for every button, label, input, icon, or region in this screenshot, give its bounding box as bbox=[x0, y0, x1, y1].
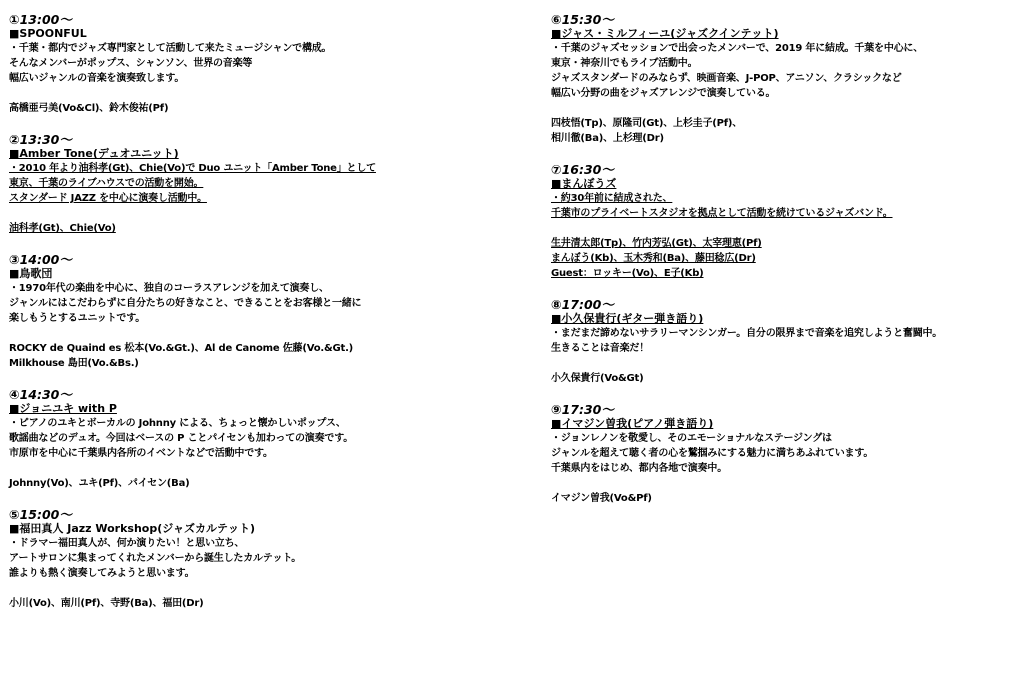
entry-desc-line: 幅広いジャンルの音楽を演奏致します。 bbox=[9, 73, 185, 84]
entry-desc-line: 生きることは音楽だ！ bbox=[551, 343, 649, 354]
program-entry bbox=[9, 507, 529, 611]
entry-title: ■Amber Tone(デュオユニット) bbox=[9, 147, 179, 160]
entry-desc-line: そんなメンバーがポップス、シャンソン、世界の音楽等 bbox=[9, 58, 253, 69]
entry-desc-line: アートサロンに集まってくれたメンバーから誕生したカルテット。 bbox=[9, 553, 302, 564]
entry-desc-line: ・ジョンレノンを敬愛し、そのエモーショナルなステージングは bbox=[551, 433, 832, 444]
entry-title: ■ジャス・ミルフィーユ(ジャズクインテット) bbox=[551, 27, 779, 40]
entry-desc-line: 歌謡曲などのデュオ。今回はベースの P ことパイセンも加わっての演奏です。 bbox=[9, 433, 353, 444]
program-entry bbox=[551, 162, 1016, 281]
entry-members: イマジン曽我(Vo&Pf) bbox=[551, 493, 652, 504]
entry-title: ■小久保貴行(ギター弾き語り) bbox=[551, 312, 704, 325]
entry-time: ①13:00～ bbox=[9, 12, 72, 27]
entry-title: ■ジョニユキ with P bbox=[9, 402, 117, 415]
entry-desc-line: ・まだまだ諦めないサラリーマンシンガー。自分の限界まで音楽を追究しようと奮闘中。 bbox=[551, 328, 943, 339]
entry-desc-line: ・千葉のジャズセッションで出会ったメンバーで、2019 年に結成。千葉を中心に、 bbox=[551, 43, 924, 54]
entry-members: 小久保貴行(Vo&Gt) bbox=[551, 373, 644, 384]
entry-desc-line: ・ピアノのユキとボーカルの Johnny による、ちょっと懐かしいポップス、 bbox=[9, 418, 346, 429]
program-entry bbox=[9, 12, 529, 116]
entry-title: ■SPOONFUL bbox=[9, 27, 87, 40]
entry-desc-line: ジャンルにはこだわらずに自分たちの好きなこと、できることをお客様と一緒に bbox=[9, 298, 362, 309]
program-entry bbox=[9, 387, 529, 491]
program-entry bbox=[9, 132, 529, 236]
entry-members: Milkhouse 島田(Vo.&Bs.) bbox=[9, 358, 139, 369]
entry-desc-line: 幅広い分野の曲をジャズアレンジで演奏している。 bbox=[551, 88, 776, 99]
entry-members: Johnny(Vo)、ユキ(Pf)、パイセン(Ba) bbox=[9, 478, 190, 489]
entry-desc-line: 市原市を中心に千葉県内各所のイベントなどで活動中です。 bbox=[9, 448, 273, 459]
entry-desc-line: ・1970年代の楽曲を中心に、独自のコーラスアレンジを加えて演奏し、 bbox=[9, 283, 329, 294]
program-entry bbox=[9, 252, 529, 371]
entry-title: ■鳥歌団 bbox=[9, 267, 53, 280]
entry-time: ⑨17:30～ bbox=[551, 402, 614, 417]
entry-title: ■まんぼうズ bbox=[551, 177, 617, 190]
right-column bbox=[551, 12, 1016, 522]
program-entry bbox=[551, 297, 1016, 386]
entry-desc-line: ・約30年前に結成された、 bbox=[551, 193, 673, 204]
entry-time: ④14:30～ bbox=[9, 387, 72, 402]
entry-desc-line: ・2010 年より油科孝(Gt)、Chie(Vo)で Duo ユニット「Amber Tone」として bbox=[9, 163, 376, 174]
entry-members: Guest：ロッキー(Vo)、E子(Kb) bbox=[551, 268, 704, 279]
entry-time: ⑧17:00～ bbox=[551, 297, 614, 312]
entry-members: 小川(Vo)、南川(Pf)、寺野(Ba)、福田(Dr) bbox=[9, 598, 204, 609]
entry-desc-line: 楽しもうとするユニットです。 bbox=[9, 313, 145, 324]
entry-members: 相川徹(Ba)、上杉理(Dr) bbox=[551, 133, 664, 144]
entry-time: ⑥15:30～ bbox=[551, 12, 614, 27]
entry-time: ⑦16:30～ bbox=[551, 162, 614, 177]
entry-members: 油科孝(Gt)、Chie(Vo) bbox=[9, 223, 116, 234]
entry-members: 四枝悟(Tp)、原隆司(Gt)、上杉圭子(Pf)、 bbox=[551, 118, 743, 129]
entry-title: ■イマジン曽我(ピアノ弾き語り) bbox=[551, 417, 714, 430]
entry-desc-line: 千葉県内をはじめ、都内各地で演奏中。 bbox=[551, 463, 727, 474]
entry-time: ②13:30～ bbox=[9, 132, 72, 147]
program-entry bbox=[551, 12, 1016, 146]
entry-desc-line: ジャズスタンダードのみならず、映画音楽、J-POP、アニソン、クラシックなど bbox=[551, 73, 902, 84]
entry-time: ⑤15:00～ bbox=[9, 507, 72, 522]
entry-desc-line: 東京・神奈川でもライブ活動中。 bbox=[551, 58, 698, 69]
entry-title: ■福田真人 Jazz Workshop(ジャズカルテット) bbox=[9, 522, 256, 535]
entry-desc-line: 誰よりも熱く演奏してみようと思います。 bbox=[9, 568, 195, 579]
left-column bbox=[9, 12, 529, 627]
entry-members: ROCKY de Quaind es 松本(Vo.&Gt.)、Al de Canome 佐藤(Vo.&Gt.) bbox=[9, 343, 354, 354]
entry-desc-line: 千葉市のプライベートスタジオを拠点として活動を続けているジャズバンド。 bbox=[551, 208, 893, 219]
entry-members: 生井清太郎(Tp)、竹内芳弘(Gt)、太宰理恵(Pf) bbox=[551, 238, 762, 249]
entry-desc-line: 東京、千葉のライブハウスでの活動を開始。 bbox=[9, 178, 204, 189]
program-entry bbox=[551, 402, 1016, 506]
entry-desc-line: ・ドラマー福田真人が、何か演りたい！と思い立ち、 bbox=[9, 538, 245, 549]
entry-members: 高橋亜弓美(Vo&Cl)、鈴木俊祐(Pf) bbox=[9, 103, 169, 114]
entry-desc-line: ・千葉・都内でジャズ専門家として活動して来たミュージシャンで構成。 bbox=[9, 43, 332, 54]
entry-members: まんぼう(Kb)、玉木秀和(Ba)、藤田稔広(Dr) bbox=[551, 253, 756, 264]
entry-desc-line: ジャンルを超えて聴く者の心を鷲掴みにする魅力に満ちあふれています。 bbox=[551, 448, 874, 459]
entry-desc-line: スタンダード JAZZ を中心に演奏し活動中。 bbox=[9, 193, 207, 204]
entry-time: ③14:00～ bbox=[9, 252, 72, 267]
